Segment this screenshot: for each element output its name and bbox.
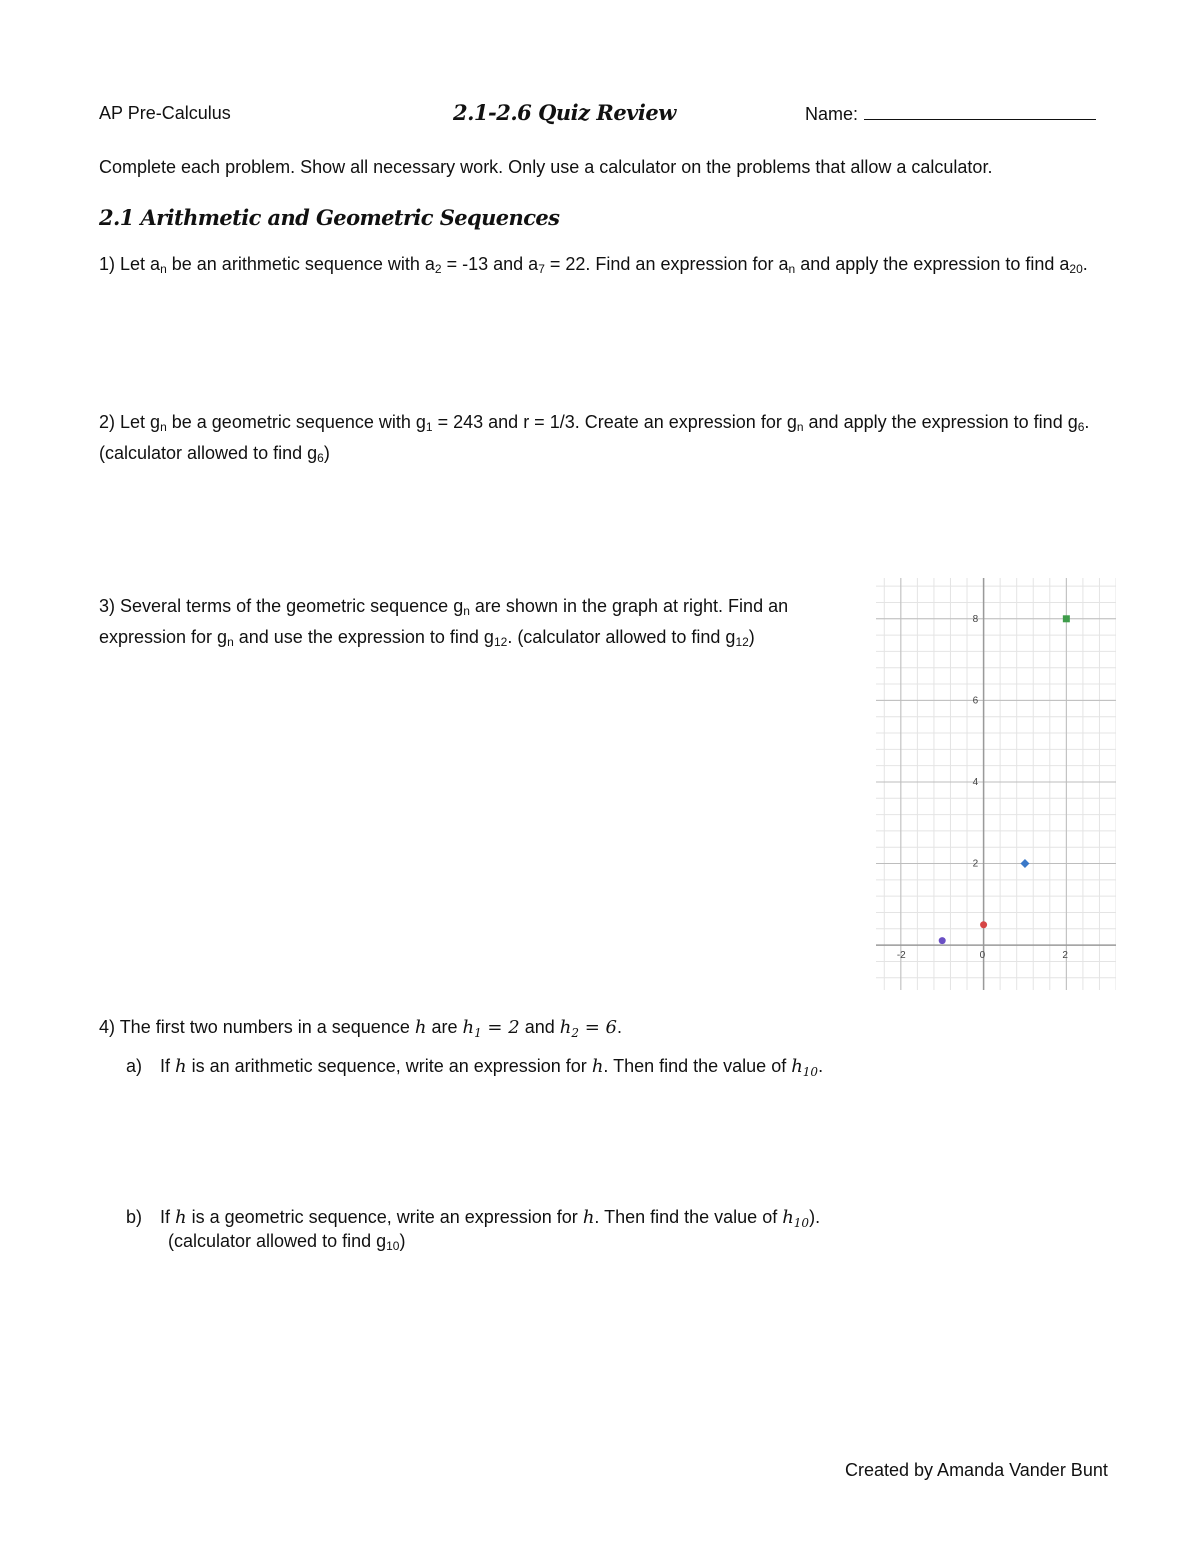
- problem-4a: [126, 1053, 823, 1085]
- problem-number: 3): [99, 596, 116, 616]
- sequence-graph: [876, 578, 1116, 990]
- axes: [876, 578, 1116, 990]
- problem-1: [99, 251, 1119, 282]
- data-point: [939, 937, 946, 944]
- problem-4: [99, 1014, 1119, 1046]
- major-grid: [876, 578, 1116, 990]
- part-label: a): [126, 1056, 143, 1076]
- tick-labels: [897, 614, 1069, 961]
- section-heading: 2.1 Arithmetic and Geometric Sequences: [99, 205, 560, 230]
- problem-4b-note: (calculator allowed to find $g_{10}$): [168, 1231, 406, 1253]
- minor-grid: [876, 578, 1116, 990]
- problem-text: The first two numbers in a sequence h are $h_1 = 2$ and $h_2 = 6$.: [115, 1017, 622, 1040]
- problem-text: Let $g_n$ be a geometric sequence with $g_1 = 243$ and r = 1/3. Create an expression for $g_n$ and apply the expression to find $g_6$. (calculator allowed to find $g_6$): [99, 412, 1090, 465]
- y-tick-label: 2: [972, 858, 979, 870]
- instructions: Complete each problem. Show all necessary work. Only use a calculator on the problems that allow a calculator.: [99, 157, 993, 177]
- problem-text: Several terms of the geometric sequence $g_n$ are shown in the graph at right. Find an expression for $g_n$ and use the expression to find $g_{12}$. (calculator allowed to find $g_{12}$): [99, 596, 789, 649]
- problem-number: 4): [99, 1017, 116, 1037]
- data-point: [980, 921, 987, 928]
- x-tick-label: 2: [1062, 950, 1068, 962]
- page-title: 2.1-2.6 Quiz Review: [453, 100, 676, 125]
- y-tick-label: 4: [972, 776, 979, 788]
- y-tick-label: 8: [972, 613, 979, 625]
- problem-2: [99, 409, 1119, 471]
- problem-number: 2): [99, 412, 116, 432]
- data-point: [1063, 615, 1070, 622]
- y-tick-label: 6: [972, 695, 979, 707]
- scatter-plot: [876, 578, 1116, 990]
- course-name: AP Pre-Calculus: [99, 103, 231, 123]
- part-text: If h is a geometric sequence, write an expression for h. Then find the value of $h_{10}$).: [160, 1207, 821, 1230]
- x-tick-label: -2: [896, 950, 906, 962]
- part-text: If h is an arithmetic sequence, write an expression for h. Then find the value of $h_{10}$.: [160, 1056, 824, 1079]
- problem-text: Let $a_n$ be an arithmetic sequence with $a_2 = -13$ and $a_7 = 22$. Find an expression for $a_n$ and apply the expression to find $a_{20}$.: [120, 254, 1088, 276]
- data-point: [1020, 859, 1029, 868]
- problem-number: 1): [99, 254, 116, 274]
- x-tick-label: 0: [979, 950, 986, 962]
- part-label: b): [126, 1207, 143, 1227]
- name-field: [805, 103, 1096, 125]
- name-blank-line: [864, 103, 1096, 120]
- footer-credit: Created by Amanda Vander Bunt: [845, 1460, 1108, 1480]
- name-label: Name:: [805, 104, 859, 124]
- problem-3: [99, 593, 869, 655]
